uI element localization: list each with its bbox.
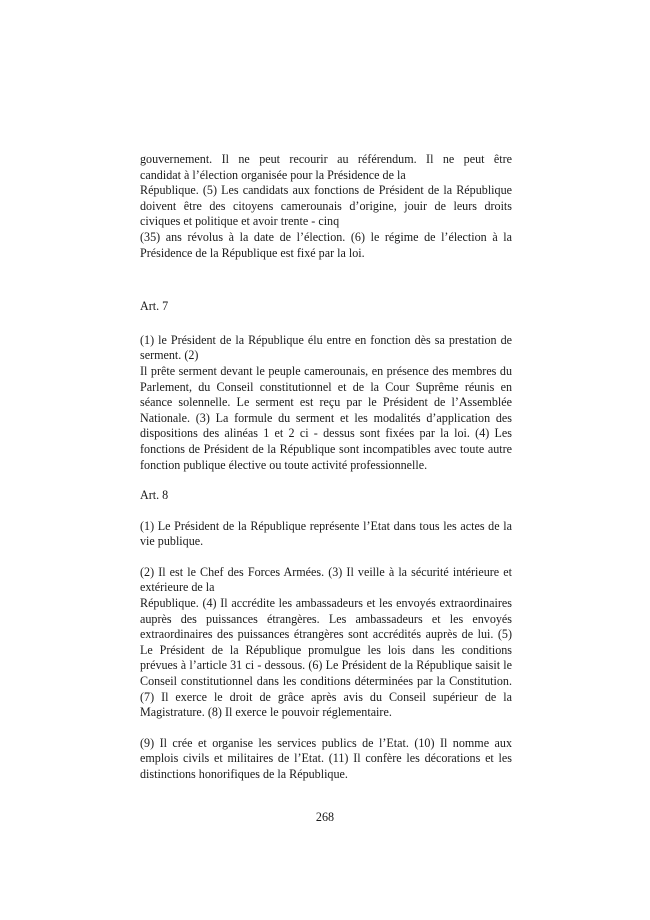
paragraph: (1) le Président de la République élu entre en fonction dès sa prestation de serment. (2) [140,332,512,363]
paragraph-line: candidat à l’élection organisée pour la Présidence de la [140,167,406,182]
article-heading: Art. 7 [140,299,169,314]
paragraph-line: gouvernement. Il ne peut recourir au référendum. Il ne peut être [140,152,512,166]
paragraph: Il prête serment devant le peuple camerounais, en présence des membres du Parlement, du Conseil constitutionnel et de la Cour Suprême réunis en séance solennelle. Le serment est reçu par le Président de l’Assemblée Nationale. (3) La formule du serment et les modalités d’application des dispositions des alinéas 1 et 2 ci - dessus sont fixées par la loi. (4) Les fonctions de Président de la République sont incompatibles avec toute autre fonction publique élective ou toute activité professionnelle. [140,363,512,472]
paragraph: (35) ans révolus à la date de l’élection. (6) le régime de l’élection à la Présidence de la République est fixé par la loi. [140,229,512,260]
paragraph: (1) Le Président de la République représente l’Etat dans tous les actes de la vie publique. [140,518,512,549]
body-text [140,152,512,783]
paragraph: République. (4) Il accrédite les ambassadeurs et les envoyés extraordinaires auprès des puissances étrangères. Les ambassadeurs et les envoyés extraordinaires des puissances étrangères sont accrédités auprès de lui. (5) Le Président de la République promulgue les lois dans les conditions prévues à l’article 31 ci - dessous. (6) Le Président de la République saisit le Conseil constitutionnel dans les conditions déterminées par la Constitution. (7) Il exerce le droit de grâce après avis du Conseil supérieur de la Magistrature. (8) Il exerce le pouvoir réglementaire. [140,596,512,720]
article-heading: Art. 8 [140,488,169,503]
paragraph: (9) Il crée et organise les services publics de l’Etat. (10) Il nomme aux emplois civils et militaires de l’Etat. (11) Il confère les décorations et les distinctions honorifiques de la République. [140,735,512,781]
paragraph: République. (5) Les candidats aux fonctions de Président de la République doivent être des citoyens camerounais d’origine, jouir de leurs droits civiques et politique et avoir trente - cinq [140,183,512,229]
page-number: 268 [315,810,335,824]
paragraph: (2) Il est le Chef des Forces Armées. (3) Il veille à la sécurité intérieure et extérieure de la [140,564,512,595]
